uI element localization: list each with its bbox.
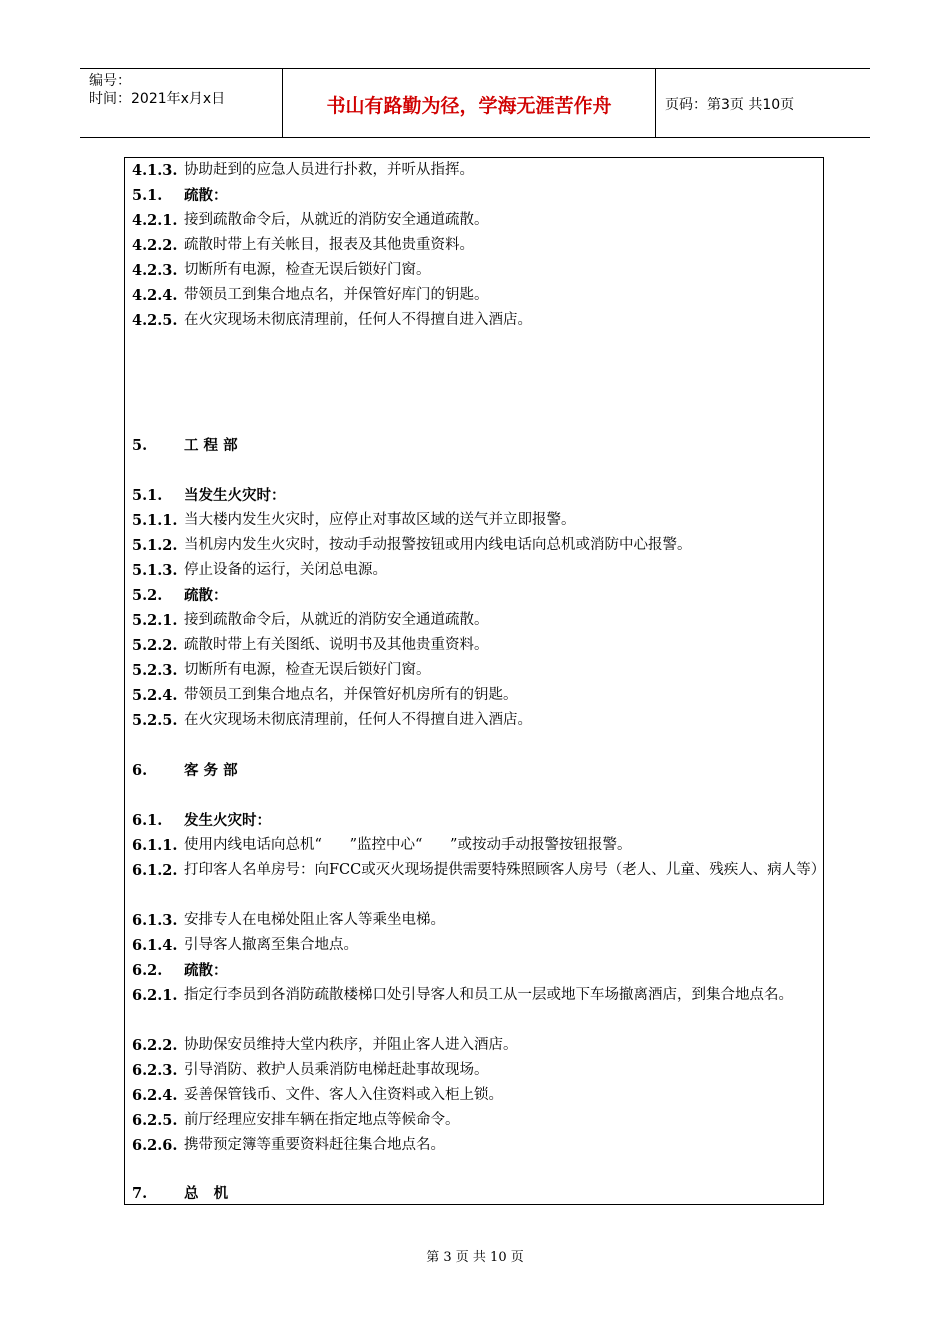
item-text: 引导客人撤离至集合地点。 — [184, 937, 358, 953]
item-number: 5.1.3. — [132, 562, 178, 579]
item-number: 6.2.1. — [132, 987, 178, 1004]
item-number: 6. — [132, 762, 148, 779]
page-footer: 第 3 页 共 10 页 — [426, 1250, 524, 1265]
item-text: 当机房内发生火灾时，按动手动报警按钮或用内线电话向总机或消防中心报警。 — [184, 537, 692, 553]
list-item — [132, 983, 822, 1033]
code-label: 编号： — [89, 73, 131, 89]
item-number: 6.2.3. — [132, 1062, 178, 1079]
item-number: 4.2.5. — [132, 312, 178, 329]
item-text: 带领员工到集合地点名，并保管好库门的钥匙。 — [184, 287, 489, 303]
item-number: 6.2.6. — [132, 1137, 178, 1154]
item-number: 4.2.4. — [132, 287, 178, 304]
item-text: 安排专人在电梯处阻止客人等乘坐电梯。 — [184, 912, 445, 928]
item-text: 发生火灾时： — [184, 812, 271, 829]
item-number: 6.1.2. — [132, 862, 178, 879]
item-number: 6.1.1. — [132, 837, 178, 854]
item-text: 协助保安员维持大堂内秩序，并阻止客人进入酒店。 — [184, 1037, 518, 1053]
item-text: 妥善保管钱币、文件、客人入住资料或入柜上锁。 — [184, 1087, 503, 1103]
item-text: 协助赶到的应急人员进行扑救，并听从指挥。 — [184, 162, 474, 178]
item-number: 5.2.1. — [132, 612, 178, 629]
item-number: 5.1. — [132, 487, 163, 504]
item-number: 6.2.2. — [132, 1037, 178, 1054]
header-meta-cell — [80, 69, 282, 137]
item-text: 切断所有电源，检查无误后锁好门窗。 — [184, 262, 431, 278]
item-number: 4.2.3. — [132, 262, 178, 279]
item-text: 停止设备的运行，关闭总电源。 — [184, 562, 387, 578]
item-number: 7. — [132, 1185, 148, 1202]
item-number: 6.2.5. — [132, 1112, 178, 1129]
item-text: 客 务 部 — [184, 762, 238, 779]
page-info: 页码：第3页 共10页 — [665, 97, 795, 113]
item-number: 4.2.1. — [132, 212, 178, 229]
item-number: 5.2.3. — [132, 662, 178, 679]
item-text: 前厅经理应安排车辆在指定地点等候命令。 — [184, 1112, 460, 1128]
list-item — [132, 858, 826, 908]
page-header — [80, 68, 870, 138]
item-text: 疏散时带上有关帐目，报表及其他贵重资料。 — [184, 237, 474, 253]
item-number: 5.2.5. — [132, 712, 178, 729]
item-text: 指定行李员到各消防疏散楼梯口处引导客人和员工从一层或地下车场撤离酒店，到集合地点名。 — [184, 987, 793, 1003]
item-text: 携带预定簿等重要资料赶往集合地点名。 — [184, 1137, 445, 1153]
item-number: 5.1.1. — [132, 512, 178, 529]
item-number: 4.2.2. — [132, 237, 178, 254]
item-number: 4.1.3. — [132, 162, 178, 179]
item-text: 疏散： — [184, 962, 228, 979]
item-number: 6.1. — [132, 812, 163, 829]
item-text: 接到疏散命令后，从就近的消防安全通道疏散。 — [184, 212, 489, 228]
time-label: 时间：2021年x月x日 — [89, 91, 226, 107]
motto: 书山有路勤为径，学海无涯苦作舟 — [326, 95, 612, 117]
item-number: 5.2. — [132, 587, 163, 604]
item-number: 6.2.4. — [132, 1087, 178, 1104]
item-text: 引导消防、救护人员乘消防电梯赶赴事故现场。 — [184, 1062, 489, 1078]
item-text: 当大楼内发生火灾时，应停止对事故区域的送气并立即报警。 — [184, 512, 576, 528]
item-text: 使用内线电话向总机“ ”监控中心“ ”或按动手动报警按钮报警。 — [184, 837, 632, 853]
item-text: 当发生火灾时： — [184, 487, 286, 504]
item-text: 带领员工到集合地点名，并保管好机房所有的钥匙。 — [184, 687, 518, 703]
item-text: 疏散： — [184, 187, 228, 204]
item-number: 5. — [132, 437, 148, 454]
item-number: 6.1.3. — [132, 912, 178, 929]
item-text: 工 程 部 — [184, 437, 238, 454]
item-number: 5.2.4. — [132, 687, 178, 704]
item-text: 疏散： — [184, 587, 228, 604]
item-text: 在火灾现场未彻底清理前，任何人不得擅自进入酒店。 — [184, 312, 532, 328]
item-text: 在火灾现场未彻底清理前，任何人不得擅自进入酒店。 — [184, 712, 532, 728]
item-text: 总 机 — [184, 1185, 229, 1202]
item-number: 5.1. — [132, 187, 163, 204]
header-motto-cell — [282, 69, 656, 137]
item-number: 5.2.2. — [132, 637, 178, 654]
item-number: 6.2. — [132, 962, 163, 979]
item-text: 接到疏散命令后，从就近的消防安全通道疏散。 — [184, 612, 489, 628]
item-text: 疏散时带上有关图纸、说明书及其他贵重资料。 — [184, 637, 489, 653]
item-number: 5.1.2. — [132, 537, 178, 554]
item-text: 切断所有电源，检查无误后锁好门窗。 — [184, 662, 431, 678]
item-number: 6.1.4. — [132, 937, 178, 954]
item-text: 打印客人名单房号：向FCC或灭火现场提供需要特殊照顾客人房号（老人、儿童、残疾人、病人等） — [184, 862, 826, 878]
header-page-cell — [655, 69, 870, 137]
